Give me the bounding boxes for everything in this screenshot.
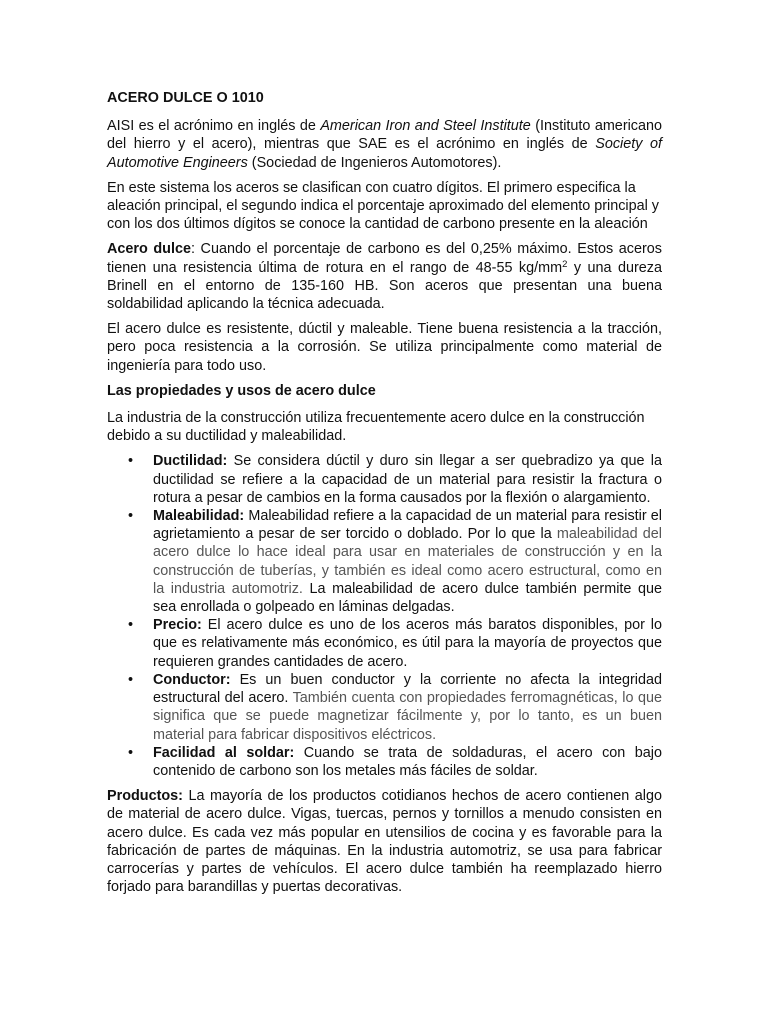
superscript: 2 xyxy=(562,258,568,270)
list-item-precio xyxy=(128,616,662,671)
bold-label-acero-dulce: Acero dulce xyxy=(107,241,191,258)
paragraph-properties-summary: El acero dulce es resistente, dúctil y maleable. Tiene buena resistencia a la tracción, pero poca resistencia a la corrosión. Se utiliza principalmente como material de ingeniería para todo uso. xyxy=(107,321,662,374)
paragraph-productos xyxy=(107,787,662,896)
italic-term-sae: Society of Automotive Engineers xyxy=(107,136,662,171)
bullet-icon: • xyxy=(128,617,134,634)
list-item-text: Cuando se trata de soldaduras, el acero con bajo contenido de carbono son los metales más fáciles de soldar. xyxy=(153,744,662,779)
properties-list xyxy=(107,452,662,780)
paragraph-text: y una dureza Brinell en el entorno de 135-160 HB. Son aceros que presentan una buena soldabilidad aplicando la técnica adecuada. xyxy=(107,259,663,313)
bullet-icon: • xyxy=(128,453,134,470)
paragraph-classification: En este sistema los aceros se clasifican con cuatro dígitos. El primero especifica la aleación principal, el segundo indica el porcentaje aproximado del elemento principal y con los dos últimos dígitos se conoce la cantidad de carbono presente en la aleación xyxy=(107,179,659,233)
bold-label-productos: Productos: xyxy=(107,788,183,805)
bold-label: Ductilidad: xyxy=(153,453,228,470)
list-item-text: El acero dulce es uno de los aceros más baratos disponibles, por lo que es relativamente más económico, es útil para la mayoría de proyectos que requieren grandes cantidades de acero. xyxy=(153,617,662,670)
paragraph-text: (Sociedad de Ingenieros Automotores). xyxy=(247,154,502,171)
list-item-text-gray: maleabilidad del acero dulce lo hace ideal para usar en materiales de construcción y en la construcción de tuberías, y también es ideal como acero estructural, como en la industria automotriz. xyxy=(153,526,662,597)
paragraph-text: La mayoría de los productos cotidianos hechos de acero contienen algo de material de acero dulce. Vigas, tuercas, pernos y tornillos a menudo consisten en acero dulce. Es cada vez más popular en utensilios de cocina y es favorable para la fabricación de partes de máquinas. En la industria automotriz, se usa para fabricar carrocerías y partes de vehículos. El acero dulce también ha reemplazado hierro forjado para barandillas y puertas decorativas. xyxy=(107,788,662,896)
italic-term-aisi: American Iron and Steel Institute xyxy=(320,118,531,135)
section-heading: Las propiedades y usos de acero dulce xyxy=(107,382,376,399)
paragraph-construction: La industria de la construcción utiliza frecuentemente acero dulce en la construcción debido a su ductilidad y maleabilidad. xyxy=(107,410,645,445)
list-item-conductor xyxy=(128,671,662,744)
list-item-text: Maleabilidad refiere a la capacidad de un material para resistir el agrietamiento a pesar de ser torcido o doblado. Por lo que la xyxy=(153,508,662,543)
bullet-icon: • xyxy=(128,671,134,688)
bold-label: Maleabilidad: xyxy=(153,508,245,525)
list-item-text: La maleabilidad de acero dulce también permite que sea enrollada o golpeado en láminas delgadas. xyxy=(153,580,662,616)
list-item-text-gray: También cuenta con propiedades ferromagnéticas, lo que significa que se puede magnetizar fácilmente y, por lo tanto, es un buen material para fabricar dispositivos eléctricos. xyxy=(153,690,662,743)
bullet-icon: • xyxy=(128,744,134,761)
paragraph-text: : Cuando el porcentaje de carbono es del 0,25% máximo. Estos aceros tienen una resistencia última de rotura en el rango de 48-55 kg/mm xyxy=(107,241,662,276)
paragraph-acero-dulce xyxy=(107,240,662,313)
list-item-facilidad-soldar xyxy=(128,744,662,780)
list-item-text: Se considera dúctil y duro sin llegar a ser quebradizo ya que la ductilidad se refiere a la capacidad de un material para resistir la fractura o rotura a pesar de cambios en la forma causados por la flexión o alargamiento. xyxy=(153,453,662,506)
paragraph-text: (Instituto americano del hierro y el acero), mientras que SAE es el acrónimo en inglés de xyxy=(107,118,663,153)
list-item-ductilidad xyxy=(128,452,662,507)
document-title: ACERO DULCE O 1010 xyxy=(107,90,264,106)
bold-label: Facilidad al soldar: xyxy=(153,744,295,761)
paragraph-aisi-sae xyxy=(107,117,662,172)
bullet-icon: • xyxy=(128,508,134,525)
bold-label: Precio: xyxy=(153,617,202,634)
paragraph-text: AISI es el acrónimo en inglés de xyxy=(107,118,321,135)
list-item-maleabilidad xyxy=(128,507,662,616)
list-item-text: Es un buen conductor y la corriente no afecta la integridad estructural del acero. xyxy=(153,671,662,707)
bold-label: Conductor: xyxy=(153,671,231,688)
